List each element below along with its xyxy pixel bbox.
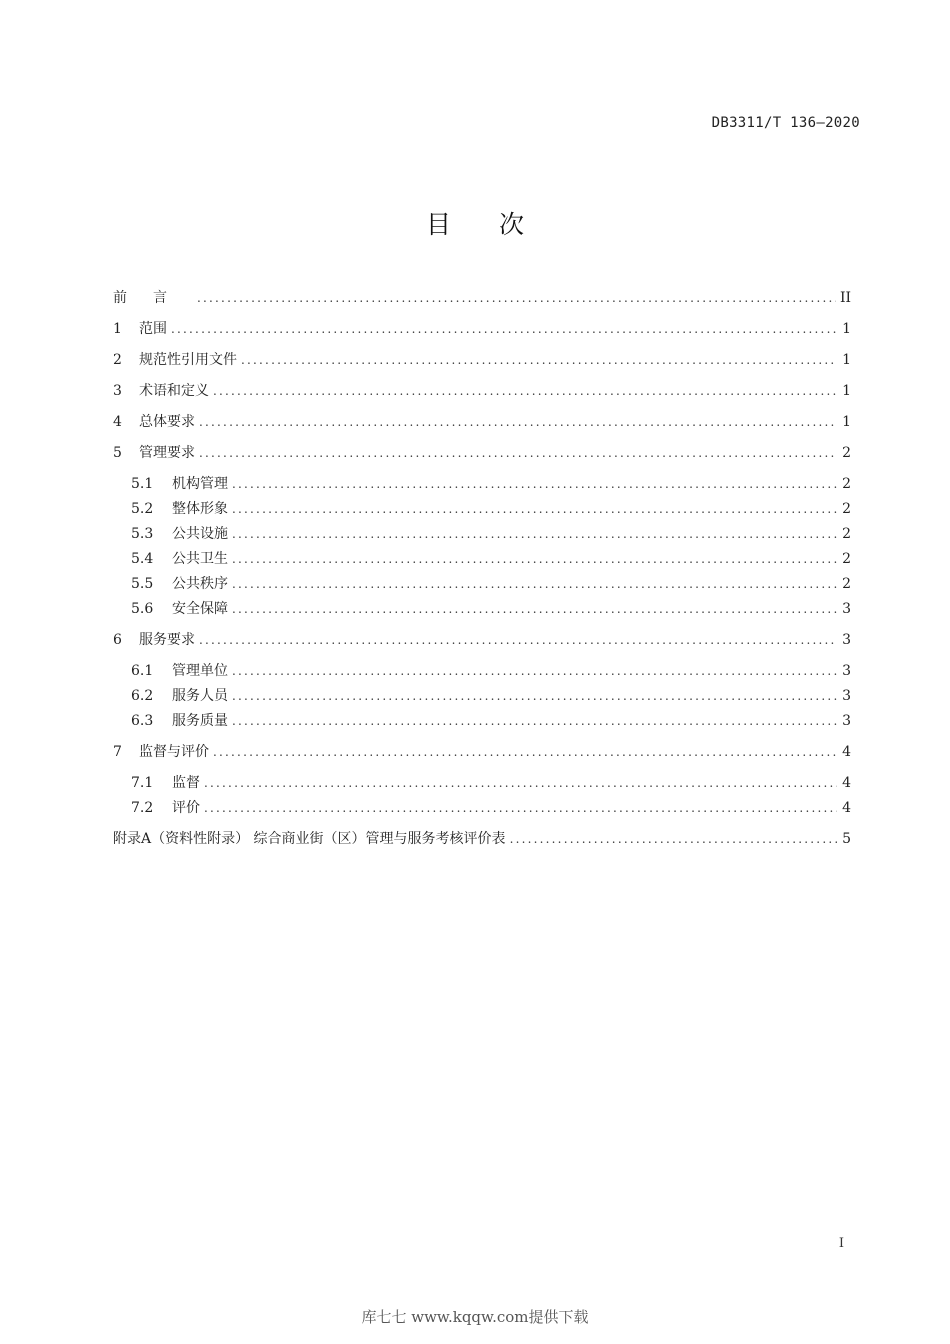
toc-entry-title: 安全保障 [172,601,228,617]
toc-leader-dots [232,597,837,622]
toc-entry-page: 2 [842,501,851,517]
page-number: I [838,1236,844,1251]
toc-leader-dots [204,771,837,796]
toc-entry-number: 1 [113,321,122,337]
toc-entry-page: 1 [842,321,851,337]
toc-entry-number: 6.1 [131,663,154,679]
toc-entry-page: 4 [842,775,851,791]
toc-entry-title: 监督与评价 [139,744,209,760]
toc-entry-page: 3 [842,713,851,729]
toc-entry-number: 5.3 [131,526,154,542]
toc-entry[interactable] [113,597,851,622]
toc-entry-title: 整体形象 [172,501,228,517]
toc-entry-number: 5.1 [131,476,154,492]
toc-entry[interactable] [113,771,851,796]
toc-entry-number: 4 [113,414,122,430]
toc-leader-dots [241,348,837,373]
toc-entry[interactable] [113,684,851,709]
toc-entry-number: 6.2 [131,688,154,704]
toc-entry-page: 2 [842,476,851,492]
toc-entry-page: 3 [842,663,851,679]
toc-entry-title: 公共秩序 [172,576,228,592]
toc-entry-title: 评价 [172,800,200,816]
toc-entry-title: 总体要求 [139,414,195,430]
watermark-text: 库七七 www.kqqw.com提供下载 [361,1308,589,1326]
toc-entry-number: 2 [113,352,122,368]
toc-entry-title: 服务要求 [139,632,195,648]
toc-entry-number: 7 [113,744,122,760]
toc-leader-dots [197,286,836,311]
toc-leader-dots [199,628,837,653]
toc-entry[interactable] [113,659,851,684]
toc-entry[interactable] [113,379,851,410]
toc-entry[interactable] [113,497,851,522]
toc-entry[interactable] [113,441,851,472]
toc-entry-title: 监督 [172,775,200,791]
toc-entry-number: 6 [113,632,122,648]
toc-entry-page: 1 [842,352,851,368]
toc-leader-dots [213,740,837,765]
toc-leader-dots [204,796,837,821]
toc-entry[interactable] [113,827,851,858]
toc-entry-title: 范围 [139,321,167,337]
toc-entry[interactable] [113,709,851,734]
toc-entry[interactable] [113,286,851,317]
toc-leader-dots [199,410,837,435]
table-of-contents [113,286,851,858]
toc-entry-page: II [839,290,851,306]
toc-entry[interactable] [113,796,851,821]
standard-code: DB3311/T 136—2020 [711,115,860,131]
toc-entry[interactable] [113,572,851,597]
toc-entry-title: 公共设施 [172,526,228,542]
toc-entry-number: 5.5 [131,576,154,592]
toc-entry-number: 3 [113,383,122,399]
toc-entry-title: 附录A（资料性附录） 综合商业街（区）管理与服务考核评价表 [113,831,506,847]
toc-leader-dots [232,522,837,547]
toc-entry-number: 7.2 [131,800,154,816]
toc-leader-dots [171,317,837,342]
toc-entry[interactable] [113,522,851,547]
toc-entry-title: 服务人员 [172,688,228,704]
toc-entry-page: 2 [842,576,851,592]
toc-entry-number: 5.6 [131,601,154,617]
toc-entry-page: 4 [842,744,851,760]
toc-entry[interactable] [113,740,851,771]
toc-entry-title: 机构管理 [172,476,228,492]
toc-entry-number: 6.3 [131,713,154,729]
toc-entry[interactable] [113,317,851,348]
toc-entry-page: 2 [842,445,851,461]
toc-entry-page: 1 [842,383,851,399]
toc-leader-dots [232,709,837,734]
toc-entry-title: 管理单位 [172,663,228,679]
toc-entry[interactable] [113,472,851,497]
toc-entry-page: 2 [842,551,851,567]
page-title: 目次 [425,210,572,239]
toc-leader-dots [232,547,837,572]
toc-leader-dots [232,472,837,497]
toc-leader-dots [232,497,837,522]
toc-leader-dots [510,827,837,852]
toc-entry-title: 服务质量 [172,713,228,729]
toc-leader-dots [232,572,837,597]
toc-entry-number: 5.4 [131,551,154,567]
toc-entry-page: 5 [842,831,851,847]
toc-entry[interactable] [113,547,851,572]
toc-entry-page: 2 [842,526,851,542]
toc-entry-title: 公共卫生 [172,551,228,567]
toc-entry-page: 4 [842,800,851,816]
toc-leader-dots [199,441,837,466]
toc-entry-title: 术语和定义 [139,383,209,399]
toc-entry-number: 5 [113,445,122,461]
toc-entry[interactable] [113,410,851,441]
toc-entry-page: 3 [842,601,851,617]
toc-leader-dots [232,684,837,709]
toc-entry[interactable] [113,628,851,659]
toc-entry-page: 3 [842,688,851,704]
toc-leader-dots [232,659,837,684]
toc-entry-page: 1 [842,414,851,430]
toc-leader-dots [213,379,837,404]
toc-entry[interactable] [113,348,851,379]
toc-entry-page: 3 [842,632,851,648]
toc-entry-title: 前言 [113,290,193,306]
toc-entry-number: 7.1 [131,775,154,791]
toc-entry-number: 5.2 [131,501,154,517]
toc-entry-title: 管理要求 [139,445,195,461]
toc-entry-title: 规范性引用文件 [139,352,237,368]
